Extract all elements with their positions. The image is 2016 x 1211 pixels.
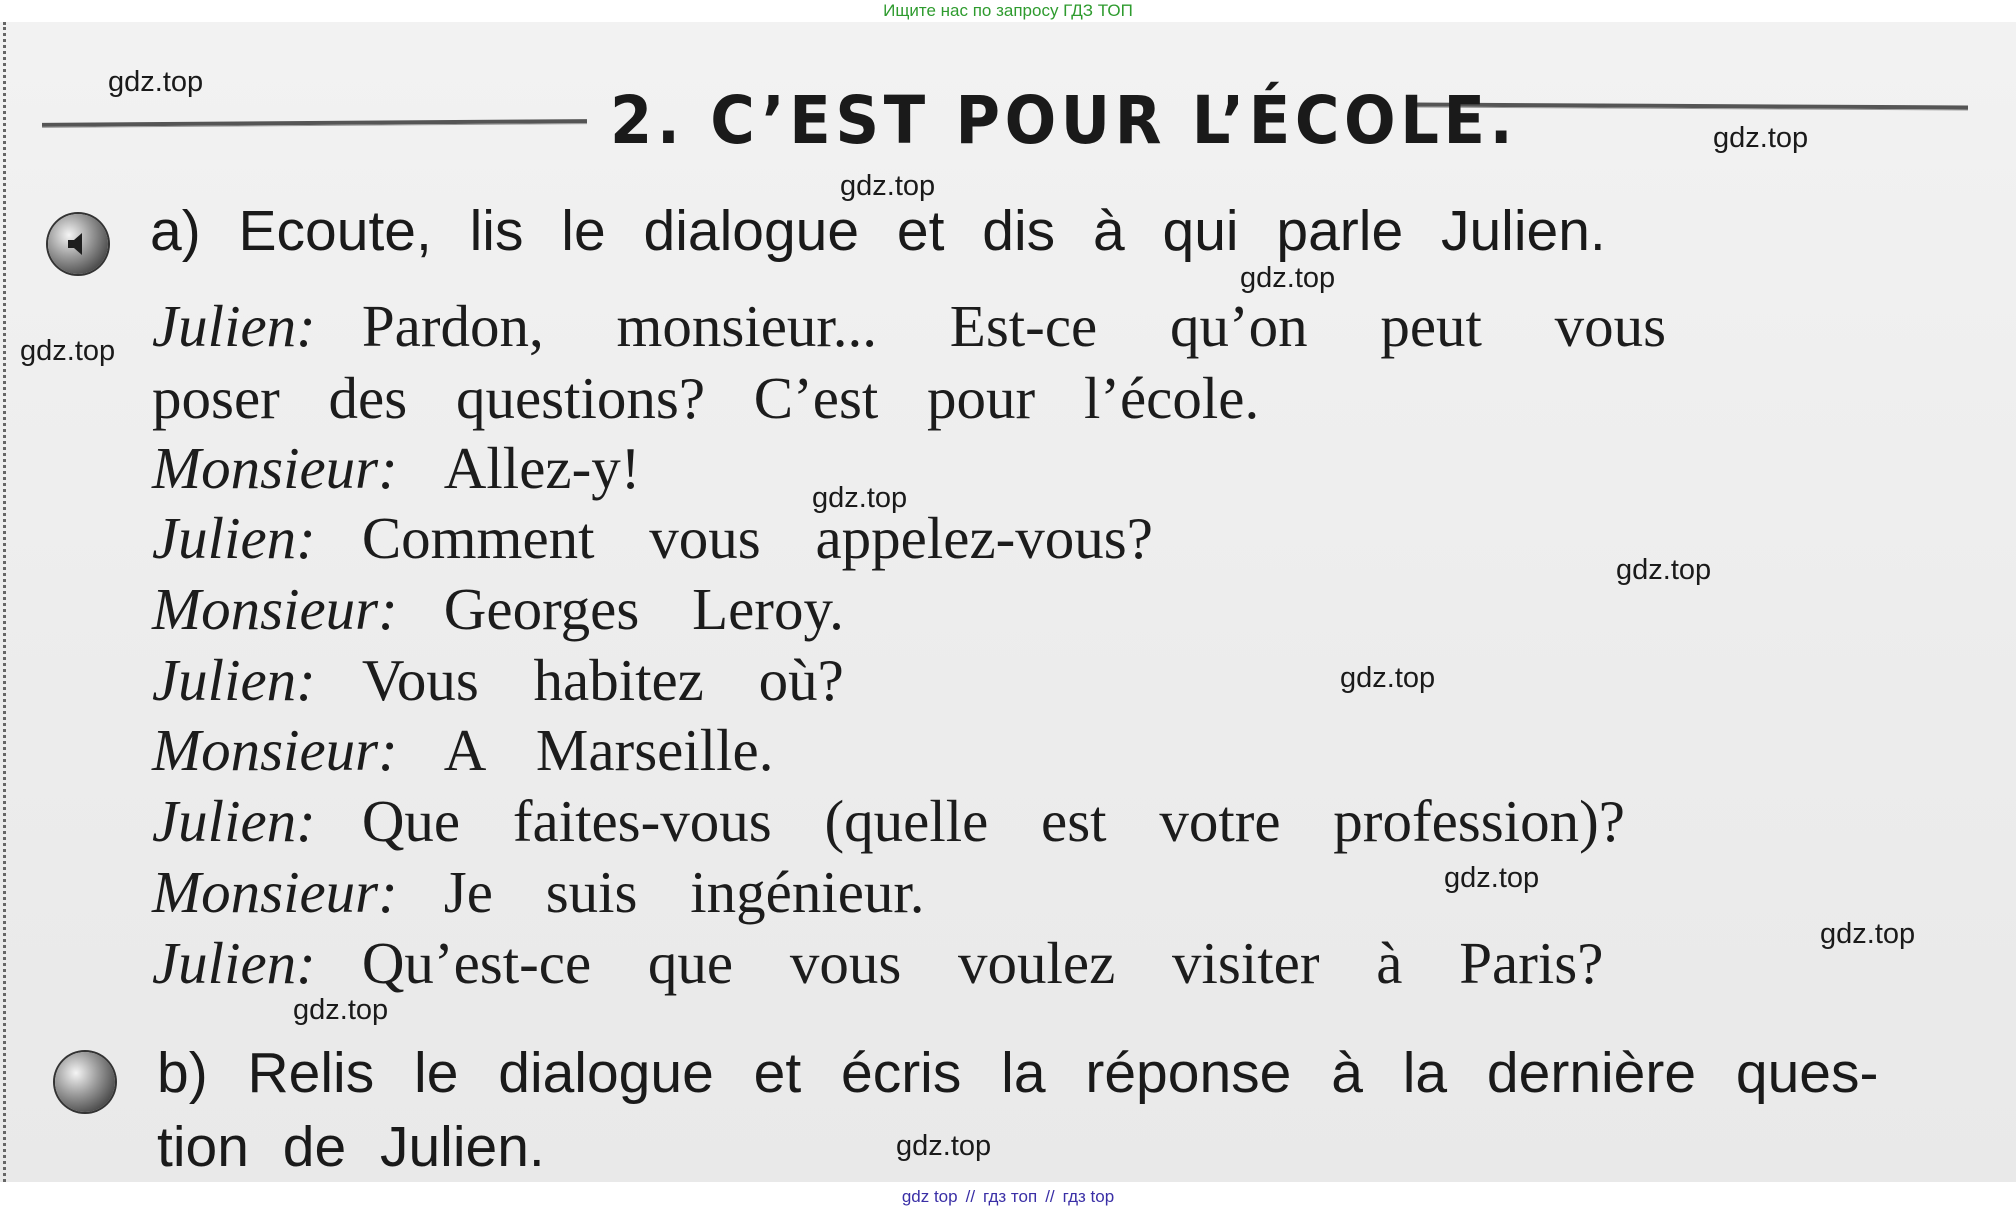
task-a-instruction: a) Ecoute, lis le dialogue et dis à qui parle Julien. [150, 199, 1606, 263]
task-b-instruction-continued: tion de Julien. [157, 1115, 545, 1179]
dialogue-text: Pardon, monsieur... Est-ce qu’on peut vous [361, 293, 1667, 359]
speaker-name: Monsieur: [152, 859, 398, 925]
dialogue-line [152, 504, 1153, 573]
watermark: gdz.top [812, 482, 908, 514]
dialogue-text: A Marseille. [443, 717, 774, 783]
speaker-name: Monsieur: [152, 435, 398, 501]
speaker-name: Julien: [152, 293, 316, 359]
dialogue-line [152, 292, 1967, 361]
speaker-name: Monsieur: [152, 576, 398, 642]
footer-separator: // [1045, 1187, 1055, 1206]
dialogue-line [152, 434, 640, 503]
task-bullet-icon [55, 1052, 115, 1112]
footer-links [0, 1183, 2016, 1211]
dialogue-line [152, 575, 844, 644]
footer-link-gdz-top[interactable]: gdz top [901, 1187, 958, 1206]
dialogue-text: Vous habitez où? [361, 647, 844, 713]
watermark: gdz.top [1713, 122, 1809, 154]
audio-bullet-icon [48, 214, 108, 274]
exercise-heading: 2. C’EST POUR L’ÉCOLE. [610, 82, 1518, 159]
watermark: gdz.top [1444, 862, 1540, 894]
dialogue-text: poser des questions? C’est pour l’école. [152, 365, 1260, 431]
watermark: gdz.top [840, 170, 936, 202]
dialogue-text: Qu’est-ce que vous voulez visiter à Paris? [361, 930, 1604, 996]
watermark: gdz.top [1240, 262, 1336, 294]
speaker-name: Julien: [152, 647, 316, 713]
footer-link-gdz-top-ru[interactable]: гдз топ [983, 1187, 1038, 1206]
dialogue-text: Allez-y! [443, 435, 641, 501]
footer-link-gdz-top-mixed[interactable]: гдз top [1062, 1187, 1115, 1206]
watermark: gdz.top [896, 1130, 992, 1162]
speaker-name: Julien: [152, 788, 316, 854]
dialogue-line [152, 929, 1603, 998]
footer-separator: // [965, 1187, 976, 1206]
watermark: gdz.top [1616, 554, 1712, 586]
speaker-name: Julien: [152, 930, 316, 996]
dialogue-line [152, 716, 773, 785]
dialogue-text: Que faites-vous (quelle est votre profession)? [361, 788, 1625, 854]
watermark: gdz.top [1340, 662, 1436, 694]
watermark: gdz.top [108, 66, 204, 98]
page-edge-divider [3, 22, 6, 1182]
dialogue-text: Georges Leroy. [443, 576, 844, 642]
dialogue-text: Comment vous appelez-vous? [361, 505, 1153, 571]
dialogue-line [152, 646, 844, 715]
dialogue-line [152, 364, 1259, 433]
speaker-name: Julien: [152, 505, 316, 571]
watermark: gdz.top [20, 335, 116, 367]
dialogue-line [152, 858, 925, 927]
dialogue-line [152, 787, 1625, 856]
speaker-name: Monsieur: [152, 717, 398, 783]
watermark: gdz.top [293, 994, 389, 1026]
search-banner: Ищите нас по запросу ГДЗ ТОП [883, 1, 1133, 20]
dialogue-text: Je suis ingénieur. [443, 859, 925, 925]
watermark: gdz.top [1820, 918, 1916, 950]
task-b-instruction: b) Relis le dialogue et écris la réponse à la dernière ques- [157, 1041, 1879, 1105]
speaker-icon [62, 228, 94, 260]
